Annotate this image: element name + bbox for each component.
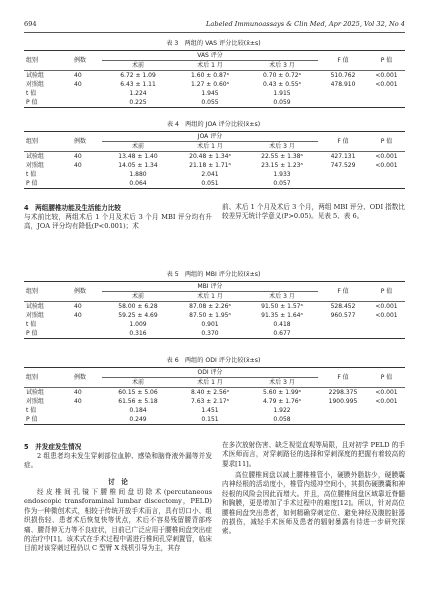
col-header-1m: 术后 1 月 (197, 143, 223, 150)
table-row: 对照组 40 59.25 ± 4.69 87.50 ± 1.95ᵃ 91.35 ± 1.64ᵃ 960.577 <0.001 (26, 312, 398, 319)
col-header-f: F 值 (337, 138, 349, 145)
col-header-score: ODI 评分 (102, 368, 318, 378)
table-row: 对照组 40 61.56 ± 5.18 7.63 ± 2.17ᵃ 4.79 ± 1.76ᵃ 1900.995 <0.001 (26, 398, 398, 405)
discussion-heading: 讨 论 (108, 478, 128, 486)
table-row: 对照组 40 6.43 ± 1.11 1.27 ± 0.60ᵃ 0.43 ± 0.55ᵃ 478.910 <0.001 (26, 81, 398, 88)
col-header-score: VAS 评分 (102, 51, 318, 61)
table-row: P 值 0.225 0.055 0.059 (24, 98, 405, 108)
table-5 (24, 281, 405, 339)
table-3 (24, 50, 405, 108)
col-header-n: 例数 (74, 138, 87, 145)
table-row: t 值 1.009 0.901 0.418 (26, 321, 291, 328)
table-row: t 值 0.184 1.451 1.922 (26, 407, 291, 414)
table-row: P 值 0.064 0.051 0.057 (24, 179, 405, 189)
section-5-text: 2 组患者均未发生穿刺部位血肿、感染和脑脊液外漏等并发症。 (24, 452, 212, 470)
table-row: 试验组 40 6.72 ± 1.09 1.60 ± 0.87ᵃ 0.70 ± 0.72ᵃ 510.762 <0.001 (26, 72, 398, 79)
col-header-n: 例数 (74, 288, 87, 295)
col-header-group: 组别 (26, 374, 39, 381)
journal-name: Labeled Immunoassays & Clin Med, Apr 2025, Vol 32, No 4 (206, 20, 405, 28)
table-row: t 值 1.224 1.945 1.915 (26, 90, 291, 97)
col-header-3m: 术后 3 月 (269, 293, 295, 300)
col-header-p: P 值 (380, 138, 393, 145)
table-4-caption: 表 4 两组的 JOA 评分比较(x̄±s) (166, 121, 261, 128)
discussion-paragraph-2: 高位腰椎间盘以减上腰椎椎管小，硬膜外脂肪少，硬膜囊内神经根的活动度小，椎管内缓冲空间小，其损伤硬膜囊和神经根的风险会因此而增大。并且，高位腰椎间盘区域靠近脊髓和胸膜，更是增加了手术过程中的难度[12]。所以，针对高位腰椎间盘突出患者，如何精确穿刺定位、避免神经及腹腔脏器的损伤，减轻手术医师及患者的辐射暴露有待进一步研究探索。 (222, 471, 405, 536)
discussion-paragraph-1: 经皮椎间孔镜下腰椎间盘切除术(percutaneous endoscopic transforaminal lumbar discectomy，PELD)作为一种微创术式，相较于传统开放手术而言，具有切口小、组织损伤轻、患者术后恢复快等优点，术后不容易残留腰背部疼痛、腰背伸无力等不良症状，目前已广泛应用于腰椎间盘突出症的治疗中[1]。该术式在手术过程中需进行椎间孔穿刺置管，临床目前对该穿刺过程仍以 C 型臂 X 线机引导为主，其存 (24, 488, 212, 553)
col-header-1m: 术后 1 月 (197, 62, 223, 69)
table-4 (24, 131, 405, 189)
table-row: 对照组 40 14.05 ± 1.34 21.18 ± 1.71ᵃ 23.15 ± 1.23ᵃ 747.529 <0.001 (26, 162, 398, 169)
col-header-pre: 术前 (131, 62, 144, 69)
table-row: 试验组 40 58.00 ± 6.28 87.08 ± 2.26ᵃ 91.50 ± 1.57ᵃ 528.452 <0.001 (26, 303, 398, 310)
discussion-paragraph-1-cont: 在多次放射伤害、缺乏视觉直观等局限，且对初学 PELD 的手术医师而言，对穿刺路径的选择和穿刺深度的把握有着较高的要求[11]。 (222, 441, 405, 468)
table-3-caption: 表 3 两组的 VAS 评分比较(x̄±s) (166, 40, 261, 47)
table-5-caption: 表 5 两组的 MBI 评分比较(x̄±s) (166, 271, 261, 278)
section-4-text-left: 与术前比较，两组术后 1 个月及术后 3 个月 MBI 评分均有升高，JOA 评分均有降低(P<0.001)；术 (24, 213, 212, 231)
col-header-n: 例数 (74, 374, 87, 381)
col-header-n: 例数 (74, 57, 87, 64)
col-header-pre: 术前 (131, 293, 144, 300)
col-header-group: 组别 (26, 57, 39, 64)
col-header-score: JOA 评分 (102, 132, 318, 142)
col-header-score: MBI 评分 (102, 282, 318, 292)
col-header-f: F 值 (337, 57, 349, 64)
table-row: P 值 0.316 0.370 0.677 (24, 329, 405, 339)
table-6 (24, 367, 405, 425)
page-number: 694 (24, 20, 37, 28)
col-header-f: F 值 (337, 288, 349, 295)
col-header-group: 组别 (26, 288, 39, 295)
col-header-3m: 术后 3 月 (269, 379, 295, 386)
col-header-f: F 值 (337, 374, 349, 381)
table-row: t 值 1.880 2.041 1.933 (26, 171, 291, 178)
table-row: 试验组 40 13.48 ± 1.40 20.48 ± 1.34ᵃ 22.55 ± 1.38ᵃ 427.131 <0.001 (26, 153, 398, 160)
col-header-group: 组别 (26, 138, 39, 145)
col-header-p: P 值 (380, 374, 393, 381)
col-header-1m: 术后 1 月 (197, 293, 223, 300)
section-5-heading: 5 并发症发生情况 (24, 443, 82, 451)
table-6-caption: 表 6 两组的 ODI 评分比较(x̄±s) (166, 357, 261, 364)
table-row: P 值 0.249 0.151 0.058 (24, 415, 405, 425)
table-row: 试验组 40 60.15 ± 5.06 8.40 ± 2.56ᵃ 5.60 ± 1.99ᵃ 2298.375 <0.001 (26, 389, 398, 396)
col-header-1m: 术后 1 月 (197, 379, 223, 386)
col-header-3m: 术后 3 月 (269, 62, 295, 69)
col-header-3m: 术后 3 月 (269, 143, 295, 150)
col-header-pre: 术前 (131, 379, 144, 386)
section-4-heading: 4 两组腰椎功能及生活能力比较 (24, 204, 121, 212)
running-header (24, 20, 405, 33)
col-header-p: P 值 (380, 57, 393, 64)
col-header-p: P 值 (380, 288, 393, 295)
section-4-text-right: 前、术后 1 个月及术后 3 个月，两组 MBI 评分、ODI 指数比较差异无统计学意义(P>0.05)。见表 5、表 6。 (222, 203, 405, 221)
col-header-pre: 术前 (131, 143, 144, 150)
